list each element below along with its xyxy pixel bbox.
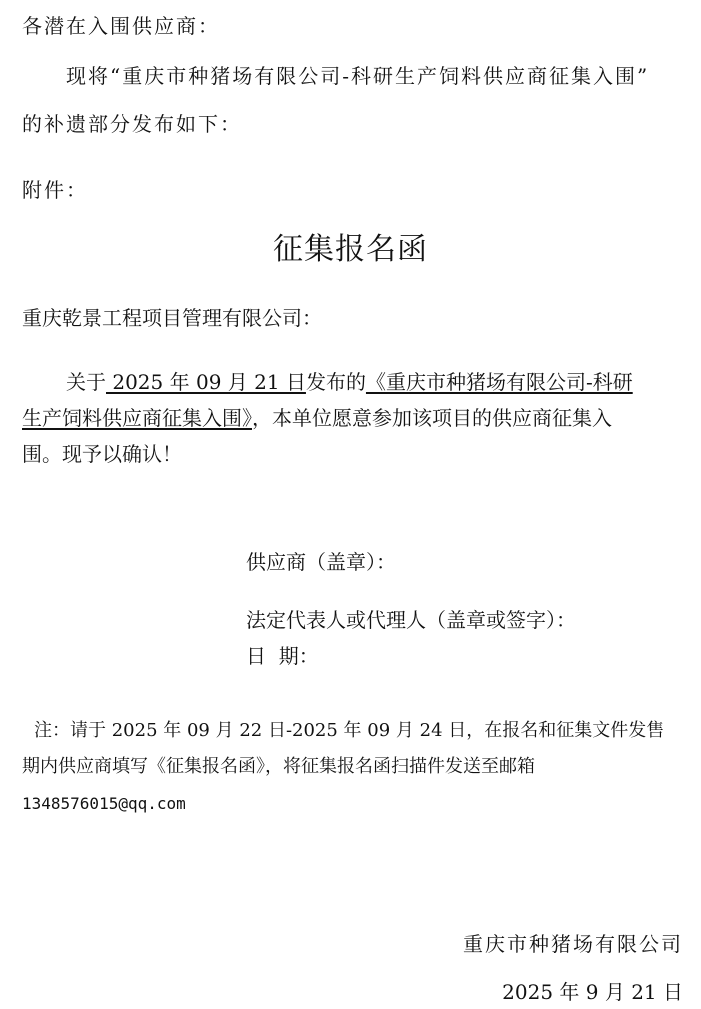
body-project-part-2: 生产饲料供应商征集入围》 xyxy=(22,406,252,430)
legal-rep-label: 法定代表人或代理人（盖章或签字）： xyxy=(246,608,576,632)
footer-date: 2025 年 9 月 21 日 xyxy=(502,980,683,1004)
greeting: 各潜在入围供应商： xyxy=(22,14,220,38)
note-line-1: 注：请于 2025 年 09 月 22 日-2025 年 09 月 24 日，在报名和征集文件发售 xyxy=(34,720,665,741)
date-label: 日 期： xyxy=(246,644,319,668)
letter-recipient: 重庆乾景工程项目管理有限公司： xyxy=(22,306,322,330)
attachment-label: 附件： xyxy=(22,178,88,202)
letter-body-line-1 xyxy=(66,368,633,396)
body-date: 2025 年 09 月 21 日 xyxy=(106,370,306,394)
supplier-seal-label: 供应商（盖章）： xyxy=(246,550,396,574)
notice-line-2: 的补遗部分发布如下： xyxy=(22,112,242,136)
body-project-part-1: 《重庆市种猪场有限公司-科研 xyxy=(365,370,633,394)
body-prefix: 关于 xyxy=(66,370,106,394)
letter-title: 征集报名函 xyxy=(273,232,428,267)
footer-company: 重庆市种猪场有限公司 xyxy=(463,932,683,956)
note-email: 1348576015@qq.com xyxy=(22,794,186,813)
body-mid: 发布的 xyxy=(305,370,366,394)
letter-body-line-3: 围。现予以确认！ xyxy=(22,442,182,466)
letter-body-line-2 xyxy=(22,404,612,432)
notice-line-1: 现将“重庆市种猪场有限公司-科研生产饲料供应商征集入围” xyxy=(66,64,650,88)
body-suffix: ，本单位愿意参加该项目的供应商征集入 xyxy=(252,406,612,430)
note-line-2: 期内供应商填写《征集报名函》，将征集报名函扫描件发送至邮箱 xyxy=(22,756,535,777)
